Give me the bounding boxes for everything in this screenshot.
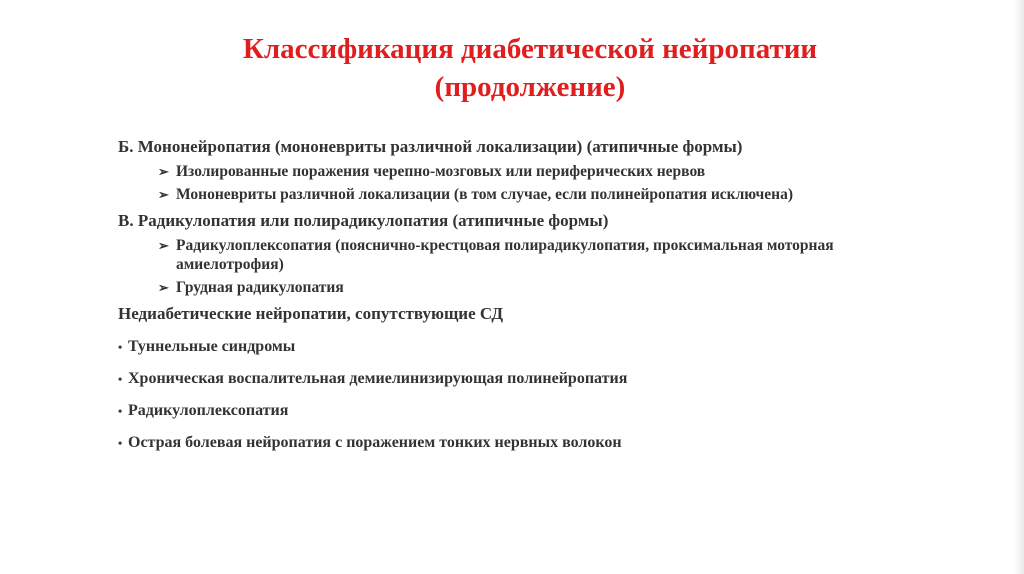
section-b-heading: Б. Мононейропатия (мононевриты различной локализации) (атипичные формы) (118, 137, 743, 156)
list-item-text: Изолированные поражения черепно-мозговых или периферических нервов (176, 163, 706, 180)
list-item (158, 162, 938, 181)
section-v-heading: В. Радикулопатия или полирадикулопатия (атипичные формы) (118, 211, 609, 230)
dot-bullet-icon: • (118, 436, 123, 450)
list-item-text: Хроническая воспалительная демиелинизирующая полинейропатия (128, 370, 628, 387)
arrowhead-bullet-icon: ➢ (158, 280, 169, 295)
dot-bullet-icon: • (118, 372, 123, 386)
slide-body (118, 136, 938, 465)
slide-edge-shadow (1014, 0, 1024, 574)
list-item (158, 236, 938, 274)
dot-bullet-icon: • (118, 404, 123, 418)
arrowhead-bullet-icon: ➢ (158, 187, 169, 202)
title-line-1: Классификация диабетической нейропатии (242, 33, 818, 65)
arrowhead-bullet-icon: ➢ (158, 238, 169, 253)
section-b-list (158, 162, 938, 204)
list-item-text: Туннельные синдромы (128, 338, 296, 355)
list-item-text: Мононевриты различной локализации (в том случае, если полинейропатия исключена) (176, 186, 793, 203)
list-item-text: Радикулоплексопатия (пояснично-крестцовая полирадикулопатия, проксимальная моторная амиелотрофия) (176, 237, 834, 273)
list-item-text: Грудная радикулопатия (176, 279, 344, 296)
nondiabetic-list (118, 337, 938, 453)
list-item (118, 337, 938, 357)
list-item (118, 433, 938, 453)
title-line-2: (продолжение) (434, 71, 626, 103)
section-v-list (158, 236, 938, 297)
list-item (118, 369, 938, 389)
slide-title (150, 30, 910, 106)
arrowhead-bullet-icon: ➢ (158, 164, 169, 179)
list-item (118, 401, 938, 421)
list-item (158, 278, 938, 297)
nondiabetic-heading: Недиабетические нейропатии, сопутствующие СД (118, 304, 504, 323)
list-item-text: Острая болевая нейропатия с поражением тонких нервных волокон (128, 434, 622, 451)
list-item-text: Радикулоплексопатия (128, 402, 289, 419)
dot-bullet-icon: • (118, 340, 123, 354)
list-item (158, 185, 938, 204)
